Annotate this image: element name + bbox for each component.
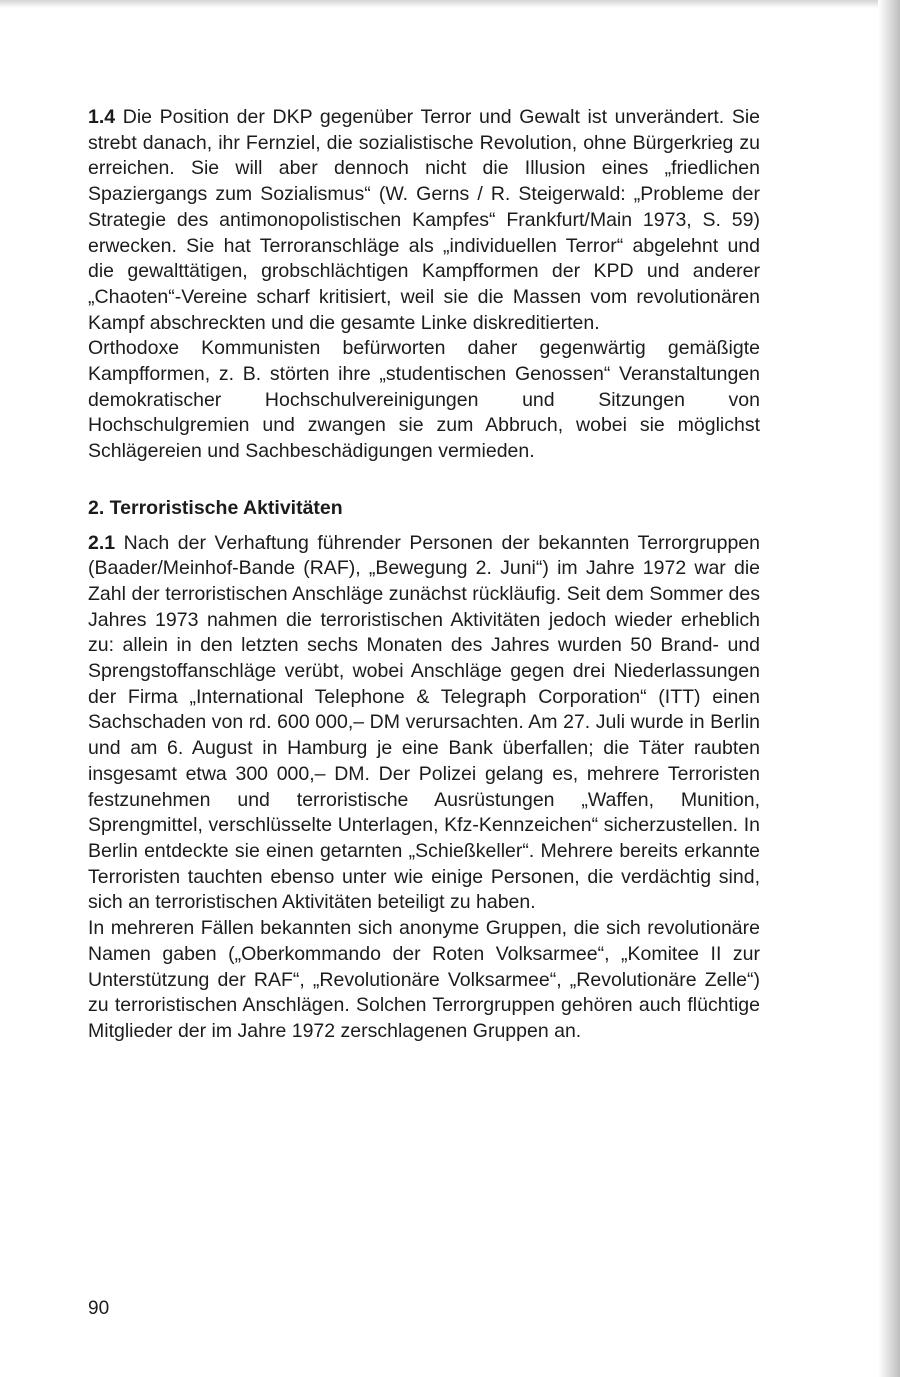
section-2-1-paragraph-2: In mehreren Fällen bekannten sich anonyme Gruppen, die sich revolutionäre Namen gaben („Oberkommando der Roten Volksarmee“, „Komitee II zur Unterstützung der RAF“, „Revolutionäre Volksarmee“, „Revolutionäre Zelle“) zu terroristischen Anschlägen. Solchen Terrorgruppen gehören auch flüchtige Mitglieder der im Jahre 1972 zerschlagenen Gruppen an. (88, 917, 760, 1042)
scan-right-edge (878, 0, 900, 1377)
section-1-4-number: 1.4 (88, 106, 116, 128)
section-2-1-paragraph (88, 531, 760, 917)
page-number: 90 (88, 1298, 110, 1319)
section-1-4-paragraph-2: Orthodoxe Kommunisten befürworten daher gegenwärtig gemäßigte Kampfformen, z. B. störten ihre „studentischen Genossen“ Veranstaltungen demokratischer Hochschulvereinigungen und Sitzungen von Hochschulgremien und zwangen sie zum Abbruch, wobei sie möglichst Schlägereien und Sachbeschädigungen vermieden. (88, 337, 760, 463)
section-2-1-number: 2.1 (88, 531, 116, 554)
page-body (88, 105, 760, 1045)
section-1-4-paragraph (88, 105, 760, 336)
section-1-4-text: Die Position der DKP gegenüber Terror und Gewalt ist unverändert. Sie strebt danach, ihr Fernziel, die sozialistische Revolution, ohne Bürgerkrieg zu erreichen. Sie will aber dennoch nicht die Illusion eines „friedlichen Spaziergangs zum Sozialismus“ (W. Gerns / R. Steigerwald: „Probleme der Strategie des antimonopolistischen Kampfes“ Frankfurt/Main 1973, S. 59) erwecken. Sie hat Terroranschläge als „individuellen Terror“ abgelehnt und die gewalttätigen, grobschlächtigen Kampfformen der KPD und anderer „Chaoten“-Vereine scharf kritisiert, weil sie die Massen vom revolutionären Kampf abschreckten und die gesamte Linke diskreditierten. (88, 106, 760, 334)
scan-top-edge (0, 0, 900, 8)
section-2-heading: 2. Terroristische Aktivitäten (88, 496, 343, 519)
section-2-1-text: Nach der Verhaftung führender Personen der bekannten Terrorgruppen (Baader/Meinhof-Bande (RAF), „Bewegung 2. Juni“) im Jahre 1972 war die Zahl der terroristischen Anschläge zunächst rückläufig. Seit dem Sommer des Jahres 1973 nahmen die terroristischen Aktivitäten jedoch wieder erheblich zu: allein in den letzten sechs Monaten des Jahres wurden 50 Brand- und Sprengstoffanschläge verübt, wobei Anschläge gegen drei Niederlassungen der Firma „International Telephone & Telegraph Corporation“ (ITT) einen Sachschaden von rd. 600 000,– DM verursachten. Am 27. Juli wurde in Berlin und am 6. August in Hamburg je eine Bank überfallen; die Täter raubten insgesamt etwa 300 000,– DM. Der Polizei gelang es, mehrere Terroristen festzunehmen und terroristische Ausrüstungen „Waffen, Munition, Sprengmittel, verschlüsselte Unterlagen, Kfz-Kennzeichen“ sicherzustellen. In Berlin entdeckte sie einen getarnten „Schießkeller“. Mehrere bereits erkannte Terroristen tauchten ebenso unter wie einige Personen, die verdächtig sind, sich an terroristischen Aktivitäten beteiligt zu haben. (88, 531, 760, 914)
